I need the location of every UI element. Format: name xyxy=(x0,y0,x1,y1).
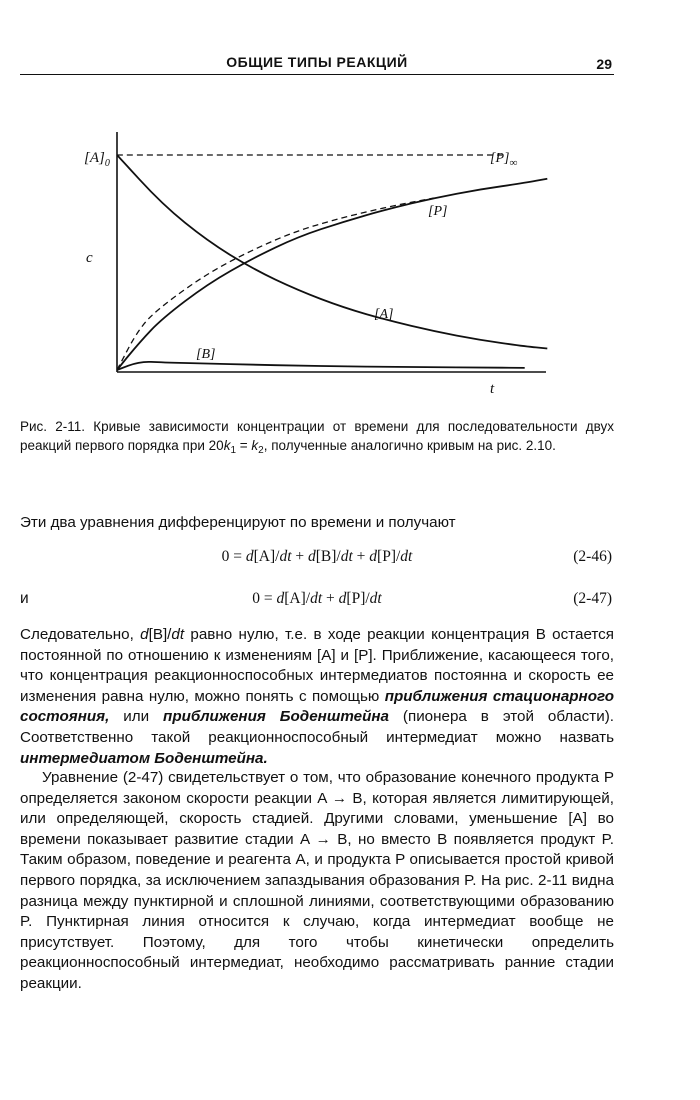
equation-2-46: 0 = d[A]/dt + d[B]/dt + d[P]/dt (2-46) xyxy=(221,548,612,565)
equation-2-47: и 0 = d[A]/dt + d[P]/dt (2-47) xyxy=(20,590,612,607)
running-header xyxy=(20,54,614,76)
figure-2-11 xyxy=(0,120,700,400)
paragraph-intro: Эти два уравнения дифференцируют по времени и получают xyxy=(20,514,456,531)
header-rule xyxy=(20,74,614,75)
running-title: ОБЩИЕ ТИПЫ РЕАКЦИЙ xyxy=(226,54,408,70)
y-axis-label: c xyxy=(86,250,93,266)
paragraph-rate-limiting: Уравнение (2-47) свидетельствует о том, что образование конечного продукта P определяется законом скорости реакции A → B, которая является лимитирующей, или определяющей, скорость стадией. Другими словами, уменьшение [A] во времени показывает развитие стадии A → B, но вместо B появляется продукт P. Таким образом, поведение и реагента A, и продукта P описывается простой кривой первого порядка, за исключением запаздывания образования P. На рис. 2-11 видна разница между пунктирной и сплошной линиями, соответствующими образованию P. Пунктирная линия относится к случаю, когда интермедиат вообще не присутствует. Поэтому, для того чтобы кинетически определить реакционноспособный интермедиат, необходимо рассматривать ранние стадии реакции. xyxy=(20,769,614,992)
x-axis-label: t xyxy=(490,381,495,397)
series-line-1 xyxy=(117,179,547,370)
equation-number: (2-46) xyxy=(573,548,612,565)
curve-b-label: [B] xyxy=(196,347,216,362)
series-line-3 xyxy=(117,362,525,370)
curve-p-label: [P] xyxy=(428,204,448,219)
p-infinity-label: $[P]_\infty$ xyxy=(490,151,518,169)
paragraph-steady-state: Следовательно, d[B]/dt равно нулю, т.е. в ходе реакции концентрация B остается постоянной по отношению к изменениям [A] и [P]. Приближение, касающееся того, что концентрация реакционноспособных интермедиатов постоянна и скорость ее изменения равна нулю, можно понять с помощью приближения стационарного состояния, или приближения Боденштейна (пионера в этой области). Соответственно такой реакционноспособный интермедиат можно назвать интермедиатом Боденштейна. xyxy=(20,626,615,767)
figure-caption: Рис. 2-11. Кривые зависимости концентрации от времени для последовательности двух реакций первого порядка при $20k_1 = k_2$, полученные аналогично кривым на рис. 2.10. xyxy=(20,419,614,456)
equation-number: (2-47) xyxy=(573,590,612,607)
series-line-2 xyxy=(117,198,434,370)
curve-a-label: [A] xyxy=(374,307,394,322)
page-number: 29 xyxy=(596,56,612,72)
series-line-0 xyxy=(117,155,547,349)
y-top-label: $[A]_0$ xyxy=(84,150,110,169)
